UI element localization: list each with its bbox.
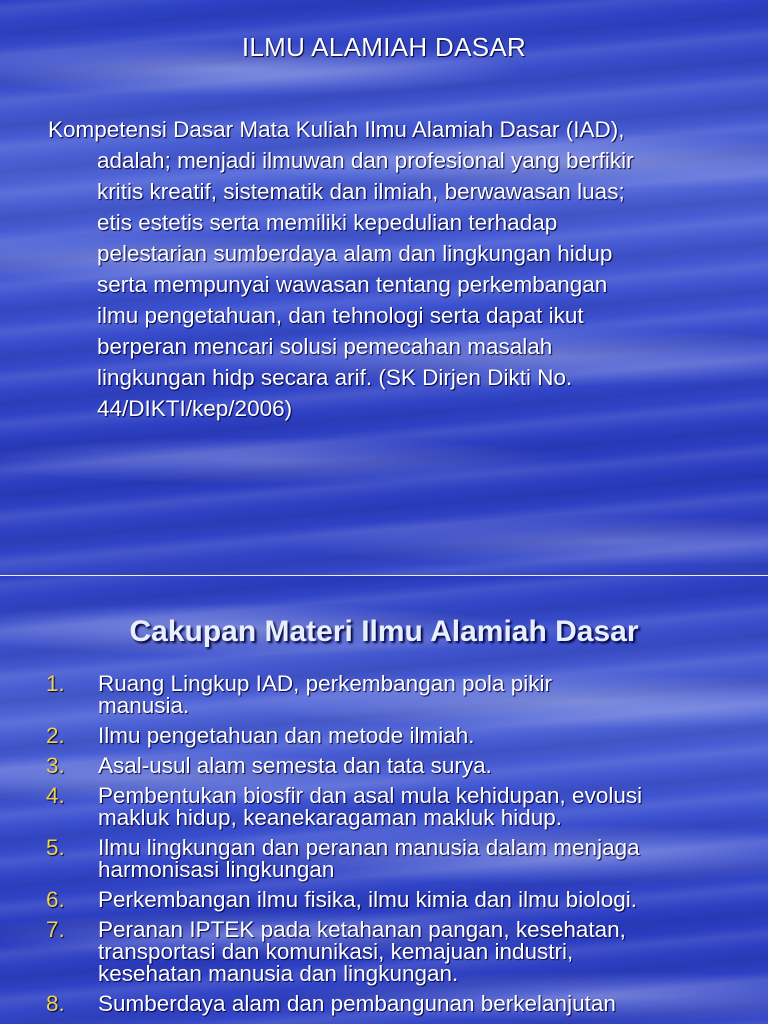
list-item [46, 785, 746, 829]
list-item-line: Ilmu lingkungan dan peranan manusia dalam menjaga [98, 835, 640, 860]
list-item-text [98, 993, 746, 1015]
body-line: ilmu pengetahuan, dan tehnologi serta dapat ikut [97, 303, 584, 328]
list-number: 7. [46, 917, 65, 942]
list-item-line: makluk hidup, keanekaragaman makluk hidup. [98, 805, 563, 830]
slide-1-title: ILMU ALAMIAH DASAR [241, 32, 527, 62]
body-line: berperan mencari solusi pemecahan masalah [97, 334, 553, 359]
topic-list [46, 673, 746, 1023]
list-number: 6. [46, 887, 65, 912]
list-item-line: Sumberdaya alam dan pembangunan berkelanjutan [98, 991, 616, 1016]
list-item-line: transportasi dan komunikasi, kemajuan industri, [98, 939, 574, 964]
list-item-line: Peranan IPTEK pada ketahanan pangan, kesehatan, [98, 917, 626, 942]
body-line: serta mempunyai wawasan tentang perkembangan [97, 272, 608, 297]
list-item-text [98, 725, 746, 747]
list-item-text [98, 837, 746, 881]
list-item-text [98, 785, 746, 829]
list-item-line: harmonisasi lingkungan [98, 857, 335, 882]
list-item-line: Pembentukan biosfir dan asal mula kehidupan, evolusi [98, 783, 643, 808]
list-item-line: Perkembangan ilmu fisika, ilmu kimia dan ilmu biologi. [98, 887, 637, 912]
body-line: adalah; menjadi ilmuwan dan profesional yang berfikir [97, 148, 634, 173]
list-number: 5. [46, 835, 65, 860]
slide-2-title: Cakupan Materi Ilmu Alamiah Dasar [129, 615, 639, 648]
list-item [46, 673, 746, 717]
list-item [46, 837, 746, 881]
body-line: pelestarian sumberdaya alam dan lingkungan hidup [97, 241, 613, 266]
list-number: 2. [46, 723, 65, 748]
list-item [46, 919, 746, 985]
list-item-line: Ruang Lingkup IAD, perkembangan pola pikir [98, 671, 553, 696]
list-item-text [98, 673, 746, 717]
list-item [46, 993, 746, 1015]
list-number: 4. [46, 783, 65, 808]
body-line: kritis kreatif, sistematik dan ilmiah, berwawasan luas; [97, 179, 625, 204]
slide-1-body [48, 114, 738, 424]
list-number: 3. [46, 753, 65, 778]
list-item-text [98, 755, 746, 777]
list-item [46, 889, 746, 911]
body-line: lingkungan hidp secara arif. (SK Dirjen Dikti No. [97, 365, 573, 390]
body-line: etis estetis serta memiliki kepedulian terhadap [97, 210, 558, 235]
list-item-text [98, 889, 746, 911]
list-number: 8. [46, 991, 65, 1016]
list-item-line: manusia. [98, 693, 190, 718]
body-line: Kompetensi Dasar Mata Kuliah Ilmu Alamiah Dasar (IAD), [48, 117, 625, 142]
slide-2 [0, 576, 768, 1024]
body-line: 44/DIKTI/kep/2006) [97, 396, 293, 421]
list-number: 1. [46, 671, 65, 696]
list-item-line: Ilmu pengetahuan dan metode ilmiah. [98, 723, 475, 748]
list-item-line: kesehatan manusia dan lingkungan. [98, 961, 459, 986]
list-item-line: Asal-usul alam semesta dan tata surya. [98, 753, 492, 778]
list-item [46, 755, 746, 777]
list-item [46, 725, 746, 747]
list-item-text [98, 919, 746, 985]
